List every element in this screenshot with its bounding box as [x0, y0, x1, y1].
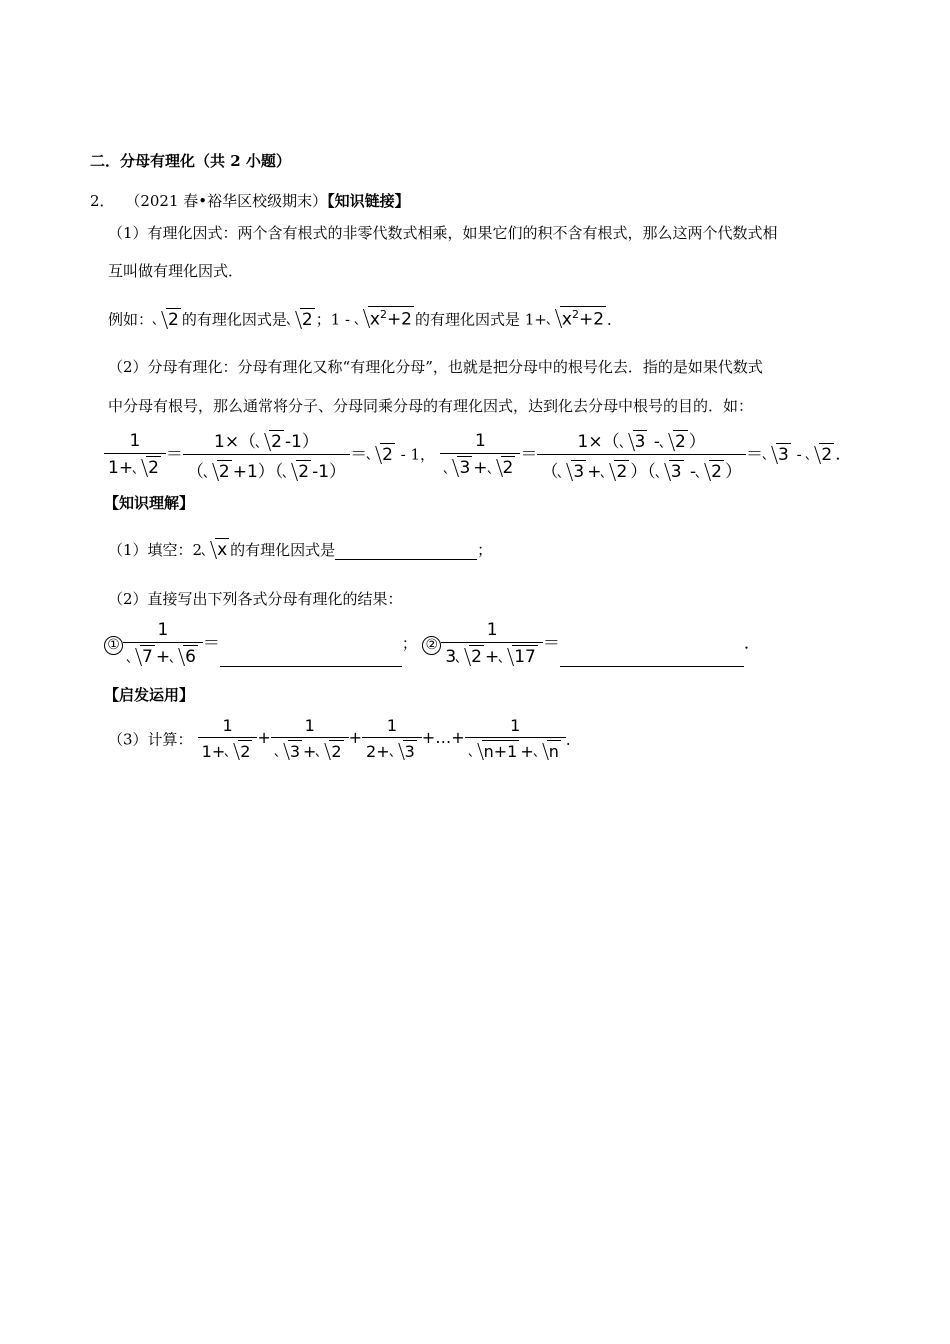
q1-text-a: （1）填空：2 [108, 541, 203, 559]
problem-source: （2021 春•裕华区校级期末） [125, 192, 328, 210]
rationalize-example-equation: $\frac{1}{1+ 2}$ ＝ $\frac{1\times( 2 -1)}{( 2 +1)( 2 -1)}$ ＝ 2 - 1， $\frac{1}{3 + 2}$ ＝ $\frac{1\times( 3 - 2 )}{( 3 + 2 )( 3 - 2 )}$ ＝ 3 - 2 ． [104, 427, 852, 482]
fraction: $\frac{1}{1+ 2}$ [104, 431, 166, 478]
definition-1-line-1: （1）有理化因式：两个含有根式的非零代数式相乘，如果它们的积不含有根式，那么这两个代数式相 [108, 224, 778, 242]
equals-sign: ＝ [202, 633, 220, 654]
result-1-tail: - 1， [395, 445, 436, 464]
fraction: $\frac{1}{1+ 2}$ [198, 716, 258, 761]
fraction: $\frac{1\times( 2 -1)}{( 2 +1)( 2 -1)}$ [183, 427, 350, 482]
q1-end: ； [477, 541, 493, 559]
fraction: $\frac{1}{n+1 + n}$ [465, 716, 566, 761]
definition-2-line-2: 中分母有根号，那么通常将分子、分母同乘分母的有理化因式，达到化去分母中根号的目的．如： [108, 397, 754, 415]
separator: ； [401, 634, 417, 653]
fraction: $\frac{1}{3 + 2}$ [440, 431, 520, 478]
sqrt-2: 2 [153, 308, 181, 330]
answer-blank-q2-1[interactable] [220, 666, 402, 667]
fraction: $\frac{1}{3 2 + 17}$ [441, 620, 543, 667]
answer-blank-q2-2[interactable] [560, 666, 744, 667]
fraction: $\frac{1\times( 3 - 2 )}{( 3 + 2 )( 3 - 2 )}$ [537, 427, 746, 482]
q3-end: ． [565, 730, 581, 749]
example-line [108, 306, 622, 330]
equals-sign: ＝ [165, 444, 183, 465]
tag-apply: 【启发运用】 [104, 686, 195, 704]
tag-knowledge-link: 【知识链接】 [327, 192, 410, 210]
question-2: （2）直接写出下列各式分母有理化的结果： [108, 590, 403, 608]
answer-blank-q1[interactable] [335, 559, 477, 560]
equals-sign: ＝ [745, 444, 763, 465]
equals-sign: ＝ [350, 444, 368, 465]
q3-label: （3）计算： [108, 730, 193, 749]
problem-header [90, 190, 410, 211]
question-3: （3）计算： $\frac{1}{1+ 2}$ + $\frac{1}{3 + 2}$ + $\frac{1}{2+ 3}$ +…+ $\frac{1}{n+1 + n}$ ． [108, 716, 581, 761]
result-2-mid: - [791, 445, 807, 464]
sqrt-2: 2 [287, 308, 315, 330]
tag-knowledge-understanding: 【知识理解】 [104, 494, 195, 512]
one-minus: 1 - [330, 310, 351, 329]
question-1 [108, 538, 492, 560]
fraction: $\frac{1}{2+ 3}$ [362, 716, 422, 761]
definition-2-line-1: （2）分母有理化：分母有理化又称“有理化分母”，也就是把分母中的根号化去．指的是如果代数式 [108, 358, 763, 376]
circled-number-1: ① [104, 636, 123, 655]
fraction: $\frac{1}{3 + 2}$ [271, 716, 349, 761]
sqrt-x2-plus-2: $x^2+2$ [355, 306, 414, 330]
sqrt-x2-plus-2: $x^2+2$ [547, 306, 606, 330]
example-prefix: 例如： [108, 310, 154, 329]
question-2-items [104, 620, 761, 667]
example-end: ． [607, 310, 623, 329]
sqrt-x: x [202, 538, 229, 560]
definition-1-line-2: 互叫做有理化因式． [108, 262, 244, 280]
fraction: $\frac{1}{7 + 6}$ [123, 620, 203, 667]
problem-number: 2． [90, 192, 115, 210]
example-mid-2: 的有理化因式是 1+ [415, 310, 547, 329]
circled-number-2: ② [422, 636, 441, 655]
equals-sign: ＝ [520, 444, 538, 465]
section-title: 二．分母有理化（共 2 小题） [90, 152, 291, 170]
equals-sign: ＝ [542, 633, 560, 654]
example-separator: ； [315, 310, 331, 329]
q1-text-b: 的有理化因式是 [230, 541, 336, 559]
example-mid-1: 的有理化因式是 [181, 310, 287, 329]
q2-end: ． [743, 633, 761, 654]
equation-end: ． [835, 444, 853, 465]
